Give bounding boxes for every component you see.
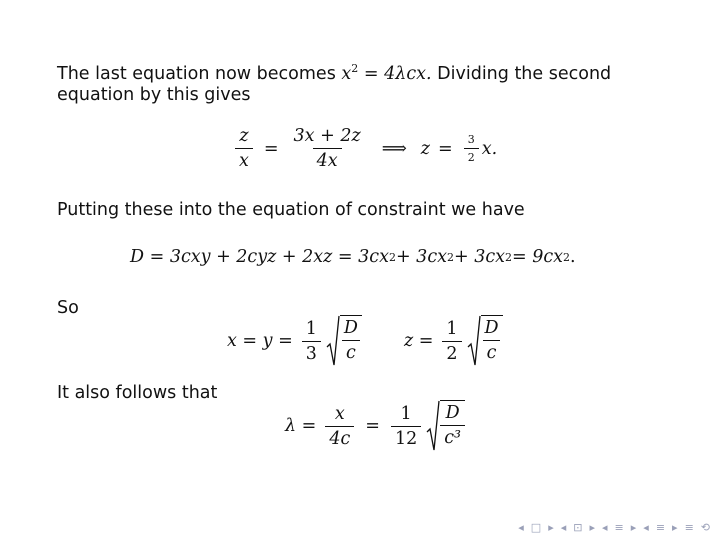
text-p1c: equation by this gives <box>57 85 251 105</box>
nav-section-prev-icon[interactable]: ◂ <box>602 521 608 534</box>
nav-frame-icon[interactable]: ⊡ <box>573 521 583 534</box>
nav-frame-next-icon[interactable]: ▸ <box>589 521 595 534</box>
nav-next-icon[interactable]: ▸ <box>548 521 554 534</box>
text-p1b: Dividing the second <box>437 63 612 84</box>
equation-2: D = 3cxy + 2cyz + 2xz = 3cx 2 + 3cx 2 + 3cx 2 = 9cx 2 . <box>130 247 576 267</box>
nav-align-icon[interactable]: ≡ <box>684 521 694 534</box>
nav-section-icon[interactable]: ≡ <box>614 521 624 534</box>
equation-5: λ = $\frac{x}{4c}$ = $\frac{1}{12}$ $\frac{D}{\text{c³}}$ <box>285 400 465 452</box>
nav-frame-prev-icon[interactable]: ◂ <box>560 521 567 534</box>
nav-slide-icon[interactable]: □ <box>530 521 542 534</box>
beamer-navigation <box>518 522 710 533</box>
math-inline-x: x <box>341 63 352 84</box>
math-inline-rhs: 4λcx. <box>384 63 432 84</box>
nav-first-icon[interactable]: ◂ <box>518 521 524 534</box>
nav-subsection-next-icon[interactable]: ▸ <box>672 521 678 534</box>
math-inline-exp: 2 <box>351 62 359 75</box>
frac-main: $\frac{3x + 2z}{4x}$ <box>293 126 361 171</box>
sqrt-d-over-c3: $\frac{D}{\text{c³}}$ <box>426 400 465 452</box>
text-p1a: The last equation now becomes <box>57 63 336 84</box>
frac-z-over-x: $\frac{z}{x}$ <box>235 126 253 171</box>
nav-subsection-icon[interactable]: ≡ <box>655 521 666 534</box>
sqrt-d-over-c-2: $\frac{D}{c}$ <box>467 315 503 367</box>
text-p2: Putting these into the equation of constraint we have <box>57 200 525 220</box>
text-p3: So <box>57 298 79 318</box>
sqrt-d-over-c: $\frac{D}{c}$ <box>326 315 362 367</box>
equation-3: x = y = $\frac{1}{3}$ $\frac{D}{c}$ z = $\frac{1}{2}$ $\frac{D}{c}$ <box>227 315 503 367</box>
nav-subsection-prev-icon[interactable]: ◂ <box>643 521 649 534</box>
nav-section-next-icon[interactable]: ▸ <box>630 521 637 534</box>
nav-search-icon[interactable]: ⟲ <box>700 521 710 534</box>
text-p4: It also follows that <box>57 383 218 403</box>
implies-symbol: ⟹ <box>381 138 407 159</box>
frac-three-halves: $\frac{3}{2}$ <box>464 133 479 164</box>
math-inline-eq: = <box>363 63 379 84</box>
equation-1: $\frac{z}{x}$ = $\frac{3x + 2z}{4x}$ ⟹ z = $\frac{3}{2}$ x. <box>232 126 497 171</box>
